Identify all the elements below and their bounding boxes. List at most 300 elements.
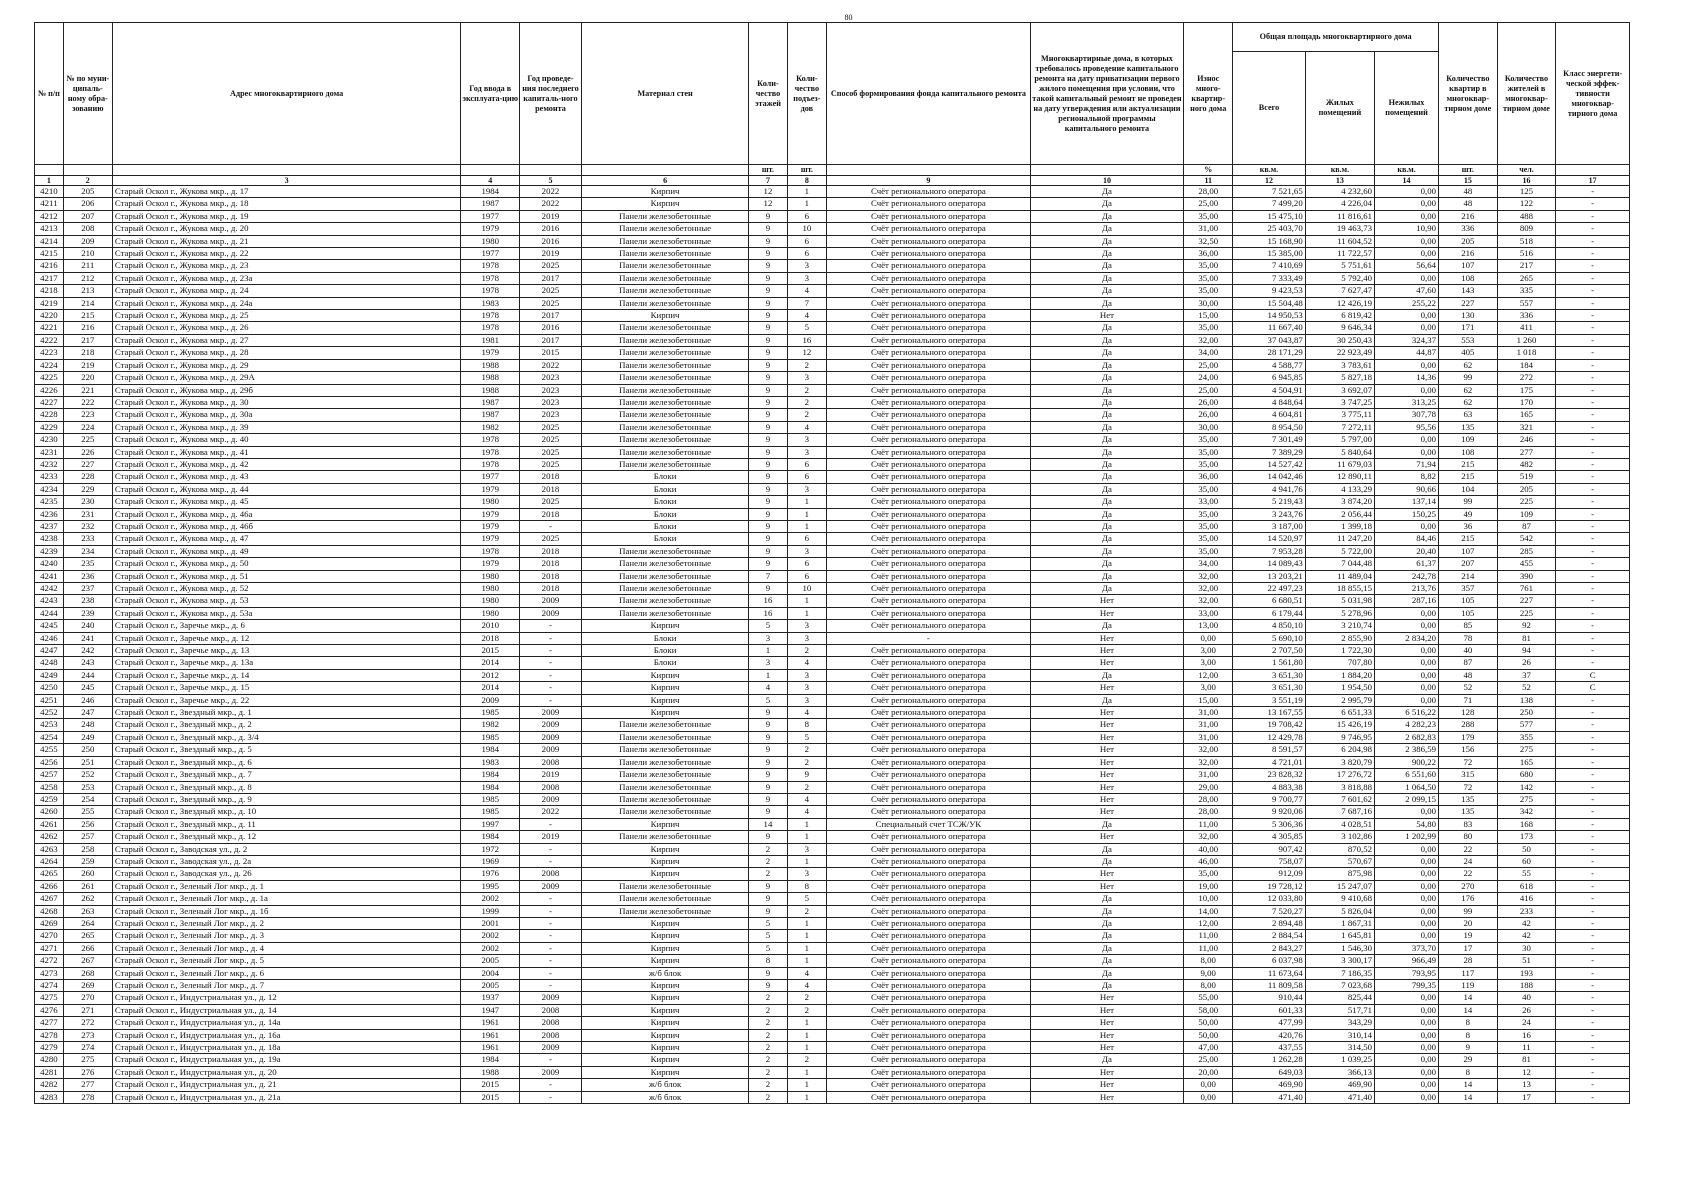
- table-row: [35, 980, 1630, 992]
- cell-floors: 9: [749, 458, 787, 470]
- cell-area-nonliving: 0,00: [1375, 620, 1439, 632]
- cell-residents: 87: [1497, 520, 1556, 532]
- cell-energy-class: -: [1556, 272, 1630, 284]
- cell-address: Старый Оскол г., Звездный мкр., д. 9: [112, 793, 461, 805]
- cell-residents: 618: [1497, 880, 1556, 892]
- table-row: [35, 781, 1630, 793]
- cell-need-repair: Нет: [1030, 682, 1184, 694]
- cell-apartments: 99: [1439, 496, 1498, 508]
- cell-need-repair: Да: [1030, 669, 1184, 681]
- cell-floors: 9: [749, 409, 787, 421]
- cell-floors: 2: [749, 868, 787, 880]
- column-number-cell: 1: [35, 175, 64, 186]
- cell-year-in: 1937: [461, 992, 520, 1004]
- cell-mun: 207: [63, 210, 112, 222]
- cell-fund: Счёт регионального оператора: [827, 285, 1031, 297]
- cell-year-in: 2004: [461, 967, 520, 979]
- cell-need-repair: Да: [1030, 955, 1184, 967]
- cell-fund: Счёт регионального оператора: [827, 372, 1031, 384]
- cell-address: Старый Оскол г., Индустриальная ул., д. 20: [112, 1066, 461, 1078]
- cell-n: 4259: [35, 793, 64, 805]
- table-row: [35, 942, 1630, 954]
- cell-walls: Панели железобетонные: [581, 781, 748, 793]
- cell-fund: Счёт регионального оператора: [827, 930, 1031, 942]
- cell-area-living: 517,71: [1305, 1004, 1374, 1016]
- cell-area-total: 3 551,19: [1233, 694, 1305, 706]
- cell-apartments: 72: [1439, 756, 1498, 768]
- cell-entrances: 3: [787, 632, 826, 644]
- cell-walls: Кирпич: [581, 694, 748, 706]
- cell-area-total: 6 179,44: [1233, 607, 1305, 619]
- cell-apartments: 104: [1439, 483, 1498, 495]
- cell-apartments: 156: [1439, 744, 1498, 756]
- cell-floors: 9: [749, 520, 787, 532]
- cell-entrances: 5: [787, 322, 826, 334]
- cell-need-repair: Нет: [1030, 1066, 1184, 1078]
- cell-area-total: 3 651,30: [1233, 669, 1305, 681]
- cell-year-repair: -: [520, 980, 582, 992]
- cell-need-repair: Нет: [1030, 310, 1184, 322]
- cell-area-living: 5 827,18: [1305, 372, 1374, 384]
- cell-wear: 25,00: [1184, 1054, 1233, 1066]
- cell-floors: 5: [749, 620, 787, 632]
- cell-entrances: 1: [787, 595, 826, 607]
- cell-n: 4239: [35, 545, 64, 557]
- cell-walls: Кирпич: [581, 707, 748, 719]
- table-row: [35, 694, 1630, 706]
- unit-cell: [581, 165, 748, 176]
- cell-area-total: 437,55: [1233, 1042, 1305, 1054]
- cell-need-repair: Да: [1030, 372, 1184, 384]
- cell-apartments: 99: [1439, 905, 1498, 917]
- cell-n: 4229: [35, 421, 64, 433]
- cell-year-repair: 2017: [520, 334, 582, 346]
- cell-address: Старый Оскол г., Жукова мкр., д. 18: [112, 198, 461, 210]
- table-row: [35, 198, 1630, 210]
- cell-year-in: 1982: [461, 421, 520, 433]
- cell-area-living: 1 039,25: [1305, 1054, 1374, 1066]
- cell-area-total: 9 920,06: [1233, 806, 1305, 818]
- cell-n: 4267: [35, 893, 64, 905]
- cell-n: 4246: [35, 632, 64, 644]
- cell-residents: 542: [1497, 533, 1556, 545]
- cell-walls: Кирпич: [581, 620, 748, 632]
- cell-entrances: 4: [787, 967, 826, 979]
- cell-year-in: 1995: [461, 880, 520, 892]
- cell-need-repair: Нет: [1030, 1004, 1184, 1016]
- cell-area-living: 15 247,07: [1305, 880, 1374, 892]
- cell-fund: Счёт регионального оператора: [827, 1091, 1031, 1103]
- cell-area-nonliving: 0,00: [1375, 1017, 1439, 1029]
- cell-entrances: 1: [787, 508, 826, 520]
- cell-wear: 36,00: [1184, 471, 1233, 483]
- cell-year-repair: -: [520, 843, 582, 855]
- cell-n: 4218: [35, 285, 64, 297]
- cell-energy-class: -: [1556, 421, 1630, 433]
- cell-area-total: 4 941,76: [1233, 483, 1305, 495]
- cell-entrances: 3: [787, 694, 826, 706]
- cell-apartments: 22: [1439, 843, 1498, 855]
- cell-area-nonliving: 0,00: [1375, 520, 1439, 532]
- table-row: [35, 682, 1630, 694]
- column-number-cell: 16: [1497, 175, 1556, 186]
- cell-wear: 34,00: [1184, 558, 1233, 570]
- cell-apartments: 215: [1439, 471, 1498, 483]
- cell-area-living: 3 783,61: [1305, 359, 1374, 371]
- cell-walls: Кирпич: [581, 992, 748, 1004]
- cell-entrances: 1: [787, 607, 826, 619]
- cell-residents: 335: [1497, 285, 1556, 297]
- cell-floors: 9: [749, 260, 787, 272]
- cell-apartments: 14: [1439, 1091, 1498, 1103]
- table-header: [35, 23, 1630, 186]
- cell-wear: 40,00: [1184, 843, 1233, 855]
- cell-walls: Блоки: [581, 657, 748, 669]
- cell-fund: Счёт регионального оператора: [827, 967, 1031, 979]
- cell-fund: Счёт регионального оператора: [827, 359, 1031, 371]
- cell-wear: 12,00: [1184, 917, 1233, 929]
- table-body: [35, 186, 1630, 1104]
- table-row: [35, 334, 1630, 346]
- cell-n: 4222: [35, 334, 64, 346]
- cell-area-nonliving: 84,46: [1375, 533, 1439, 545]
- unit-cell: [520, 165, 582, 176]
- cell-fund: Счёт регионального оператора: [827, 769, 1031, 781]
- cell-area-nonliving: 242,78: [1375, 570, 1439, 582]
- cell-area-living: 1 546,30: [1305, 942, 1374, 954]
- cell-mun: 252: [63, 769, 112, 781]
- cell-wear: 32,00: [1184, 831, 1233, 843]
- cell-entrances: 3: [787, 843, 826, 855]
- cell-fund: Счёт регионального оператора: [827, 347, 1031, 359]
- cell-entrances: 1: [787, 1042, 826, 1054]
- cell-area-total: 14 527,42: [1233, 458, 1305, 470]
- cell-wear: 3,00: [1184, 657, 1233, 669]
- cell-fund: Счёт регионального оператора: [827, 210, 1031, 222]
- cell-area-total: 6 037,98: [1233, 955, 1305, 967]
- cell-energy-class: -: [1556, 694, 1630, 706]
- table-row: [35, 471, 1630, 483]
- cell-n: 4261: [35, 818, 64, 830]
- cell-area-nonliving: 0,00: [1375, 855, 1439, 867]
- cell-entrances: 6: [787, 533, 826, 545]
- cell-fund: Счёт регионального оператора: [827, 1054, 1031, 1066]
- cell-n: 4275: [35, 992, 64, 1004]
- cell-walls: Блоки: [581, 520, 748, 532]
- cell-need-repair: Да: [1030, 248, 1184, 260]
- cell-fund: Счёт регионального оператора: [827, 620, 1031, 632]
- cell-energy-class: -: [1556, 793, 1630, 805]
- table-row: [35, 396, 1630, 408]
- cell-n: 4256: [35, 756, 64, 768]
- cell-residents: 26: [1497, 1004, 1556, 1016]
- table-row: [35, 607, 1630, 619]
- cell-area-total: 1 262,28: [1233, 1054, 1305, 1066]
- cell-energy-class: -: [1556, 731, 1630, 743]
- cell-area-living: 5 278,96: [1305, 607, 1374, 619]
- cell-walls: Панели железобетонные: [581, 322, 748, 334]
- cell-entrances: 3: [787, 372, 826, 384]
- cell-address: Старый Оскол г., Звездный мкр., д. 11: [112, 818, 461, 830]
- cell-address: Старый Оскол г., Зеленый Лог мкр., д. 3: [112, 930, 461, 942]
- cell-floors: 2: [749, 843, 787, 855]
- cell-year-repair: 2016: [520, 223, 582, 235]
- table-row: [35, 868, 1630, 880]
- cell-area-total: 11 809,58: [1233, 980, 1305, 992]
- cell-mun: 229: [63, 483, 112, 495]
- cell-wear: 35,00: [1184, 272, 1233, 284]
- cell-area-living: 9 410,68: [1305, 893, 1374, 905]
- header-mun: № по муни-ципаль-ному обра-зованию: [63, 23, 112, 165]
- cell-residents: 142: [1497, 781, 1556, 793]
- cell-year-in: 2002: [461, 942, 520, 954]
- cell-residents: 225: [1497, 496, 1556, 508]
- cell-wear: 32,00: [1184, 570, 1233, 582]
- cell-walls: Блоки: [581, 645, 748, 657]
- cell-area-total: 3 187,00: [1233, 520, 1305, 532]
- cell-wear: 35,00: [1184, 210, 1233, 222]
- cell-area-total: 912,09: [1233, 868, 1305, 880]
- cell-n: 4252: [35, 707, 64, 719]
- cell-year-repair: 2008: [520, 1004, 582, 1016]
- cell-walls: Панели железобетонные: [581, 434, 748, 446]
- cell-n: 4227: [35, 396, 64, 408]
- cell-mun: 268: [63, 967, 112, 979]
- cell-floors: 9: [749, 235, 787, 247]
- cell-apartments: 8: [1439, 1017, 1498, 1029]
- cell-area-living: 7 186,35: [1305, 967, 1374, 979]
- cell-apartments: 22: [1439, 868, 1498, 880]
- cell-address: Старый Оскол г., Заречье мкр., д. 13: [112, 645, 461, 657]
- table-row: [35, 223, 1630, 235]
- cell-floors: 9: [749, 297, 787, 309]
- cell-year-repair: -: [520, 905, 582, 917]
- cell-entrances: 5: [787, 731, 826, 743]
- cell-need-repair: Да: [1030, 347, 1184, 359]
- cell-area-total: 910,44: [1233, 992, 1305, 1004]
- cell-wear: 50,00: [1184, 1029, 1233, 1041]
- cell-mun: 251: [63, 756, 112, 768]
- cell-n: 4232: [35, 458, 64, 470]
- cell-walls: Кирпич: [581, 682, 748, 694]
- cell-need-repair: Нет: [1030, 781, 1184, 793]
- cell-mun: 270: [63, 992, 112, 1004]
- cell-apartments: 216: [1439, 248, 1498, 260]
- cell-fund: Счёт регионального оператора: [827, 707, 1031, 719]
- column-number-cell: 9: [827, 175, 1031, 186]
- cell-walls: Панели железобетонные: [581, 272, 748, 284]
- cell-area-nonliving: 0,00: [1375, 868, 1439, 880]
- cell-area-total: 3 243,76: [1233, 508, 1305, 520]
- cell-mun: 271: [63, 1004, 112, 1016]
- cell-year-in: 1981: [461, 334, 520, 346]
- cell-residents: 170: [1497, 396, 1556, 408]
- cell-area-nonliving: 2 682,83: [1375, 731, 1439, 743]
- cell-address: Старый Оскол г., Жукова мкр., д. 41: [112, 446, 461, 458]
- cell-entrances: 1: [787, 942, 826, 954]
- cell-year-repair: 2009: [520, 707, 582, 719]
- cell-walls: Кирпич: [581, 1066, 748, 1078]
- cell-n: 4214: [35, 235, 64, 247]
- cell-energy-class: -: [1556, 868, 1630, 880]
- cell-area-living: 7 687,16: [1305, 806, 1374, 818]
- cell-area-total: 15 475,10: [1233, 210, 1305, 222]
- cell-area-nonliving: 90,66: [1375, 483, 1439, 495]
- table-row: [35, 285, 1630, 297]
- cell-residents: 680: [1497, 769, 1556, 781]
- cell-walls: Блоки: [581, 533, 748, 545]
- cell-year-in: 1984: [461, 831, 520, 843]
- cell-walls: Панели железобетонные: [581, 731, 748, 743]
- cell-area-nonliving: 313,25: [1375, 396, 1439, 408]
- cell-fund: Счёт регионального оператора: [827, 533, 1031, 545]
- cell-apartments: 215: [1439, 533, 1498, 545]
- cell-walls: Панели железобетонные: [581, 595, 748, 607]
- cell-apartments: 71: [1439, 694, 1498, 706]
- cell-energy-class: -: [1556, 756, 1630, 768]
- cell-floors: 9: [749, 893, 787, 905]
- cell-address: Старый Оскол г., Жукова мкр., д. 53: [112, 595, 461, 607]
- cell-address: Старый Оскол г., Жукова мкр., д. 43: [112, 471, 461, 483]
- cell-apartments: 135: [1439, 421, 1498, 433]
- cell-area-total: 6 945,85: [1233, 372, 1305, 384]
- header-need-repair: Многоквартирные дома, в которых требовалось проведение капитального ремонта на дату приватизации первого жилого помещения при условии, что такой капитальный ремонт не проведен на дату утверждения или актуализации региональной программы капитального ремонта: [1030, 23, 1184, 165]
- column-number-cell: 14: [1375, 175, 1439, 186]
- cell-year-repair: 2023: [520, 372, 582, 384]
- cell-walls: Панели железобетонные: [581, 396, 748, 408]
- cell-year-repair: -: [520, 967, 582, 979]
- header-wear: Износ много-квартир-ного дома: [1184, 23, 1233, 165]
- cell-need-repair: Да: [1030, 198, 1184, 210]
- cell-mun: 266: [63, 942, 112, 954]
- cell-residents: 175: [1497, 384, 1556, 396]
- cell-wear: 28,00: [1184, 793, 1233, 805]
- cell-n: 4213: [35, 223, 64, 235]
- table-row: [35, 707, 1630, 719]
- table-row: [35, 533, 1630, 545]
- cell-mun: 217: [63, 334, 112, 346]
- cell-walls: Панели железобетонные: [581, 297, 748, 309]
- table-row: [35, 880, 1630, 892]
- table-row: [35, 1042, 1630, 1054]
- cell-floors: 3: [749, 632, 787, 644]
- cell-address: Старый Оскол г., Индустриальная ул., д. 14а: [112, 1017, 461, 1029]
- cell-wear: 3,00: [1184, 645, 1233, 657]
- cell-apartments: 62: [1439, 359, 1498, 371]
- cell-need-repair: Да: [1030, 471, 1184, 483]
- cell-area-nonliving: 0,00: [1375, 235, 1439, 247]
- cell-year-repair: 2025: [520, 446, 582, 458]
- cell-walls: Блоки: [581, 508, 748, 520]
- cell-apartments: 357: [1439, 583, 1498, 595]
- cell-need-repair: Да: [1030, 694, 1184, 706]
- cell-entrances: 2: [787, 905, 826, 917]
- cell-wear: 30,00: [1184, 297, 1233, 309]
- cell-need-repair: Нет: [1030, 657, 1184, 669]
- cell-fund: Счёт регионального оператора: [827, 421, 1031, 433]
- cell-residents: 92: [1497, 620, 1556, 632]
- cell-year-in: 1999: [461, 905, 520, 917]
- cell-walls: Кирпич: [581, 198, 748, 210]
- cell-year-repair: 2008: [520, 756, 582, 768]
- cell-floors: 9: [749, 719, 787, 731]
- cell-area-nonliving: 0,00: [1375, 1004, 1439, 1016]
- cell-wear: 11,00: [1184, 818, 1233, 830]
- cell-residents: 1 018: [1497, 347, 1556, 359]
- cell-need-repair: Нет: [1030, 744, 1184, 756]
- page-number: 80: [844, 13, 853, 22]
- cell-area-nonliving: 0,00: [1375, 992, 1439, 1004]
- header-energy-class: Класс энергети-ческой эффек-тивности многоквар-тирного дома: [1556, 23, 1630, 165]
- cell-area-nonliving: 95,56: [1375, 421, 1439, 433]
- cell-entrances: 1: [787, 1029, 826, 1041]
- cell-wear: 11,00: [1184, 930, 1233, 942]
- cell-walls: Панели железобетонные: [581, 905, 748, 917]
- unit-cell: кв.м.: [1375, 165, 1439, 176]
- cell-wear: 26,00: [1184, 409, 1233, 421]
- cell-year-repair: 2009: [520, 880, 582, 892]
- cell-year-in: 1987: [461, 409, 520, 421]
- cell-entrances: 4: [787, 657, 826, 669]
- cell-n: 4225: [35, 372, 64, 384]
- cell-address: Старый Оскол г., Жукова мкр., д. 23а: [112, 272, 461, 284]
- cell-area-living: 707,80: [1305, 657, 1374, 669]
- cell-address: Старый Оскол г., Заречье мкр., д. 13а: [112, 657, 461, 669]
- cell-mun: 272: [63, 1017, 112, 1029]
- cell-fund: Счёт регионального оператора: [827, 458, 1031, 470]
- cell-floors: 2: [749, 1029, 787, 1041]
- cell-area-living: 12 890,11: [1305, 471, 1374, 483]
- cell-apartments: 48: [1439, 186, 1498, 198]
- cell-mun: 246: [63, 694, 112, 706]
- cell-fund: Счёт регионального оператора: [827, 496, 1031, 508]
- cell-year-repair: 2022: [520, 806, 582, 818]
- cell-fund: Счёт регионального оператора: [827, 396, 1031, 408]
- cell-year-in: 1982: [461, 719, 520, 731]
- cell-year-repair: 2018: [520, 545, 582, 557]
- cell-wear: 32,00: [1184, 756, 1233, 768]
- cell-year-repair: 2016: [520, 235, 582, 247]
- cell-apartments: 48: [1439, 198, 1498, 210]
- cell-address: Старый Оскол г., Зеленый Лог мкр., д. 1а: [112, 893, 461, 905]
- cell-residents: 416: [1497, 893, 1556, 905]
- cell-area-living: 4 226,04: [1305, 198, 1374, 210]
- cell-area-nonliving: 0,00: [1375, 1042, 1439, 1054]
- cell-mun: 224: [63, 421, 112, 433]
- cell-residents: 55: [1497, 868, 1556, 880]
- cell-entrances: 10: [787, 583, 826, 595]
- cell-year-repair: 2009: [520, 744, 582, 756]
- cell-mun: 231: [63, 508, 112, 520]
- cell-area-living: 5 792,40: [1305, 272, 1374, 284]
- unit-cell: кв.м.: [1305, 165, 1374, 176]
- table-row: [35, 520, 1630, 532]
- cell-address: Старый Оскол г., Звездный мкр., д. 1: [112, 707, 461, 719]
- cell-entrances: 5: [787, 893, 826, 905]
- cell-wear: 19,00: [1184, 880, 1233, 892]
- cell-residents: 51: [1497, 955, 1556, 967]
- cell-year-repair: 2008: [520, 781, 582, 793]
- cell-mun: 232: [63, 520, 112, 532]
- table-row: [35, 1054, 1630, 1066]
- cell-floors: 9: [749, 756, 787, 768]
- cell-entrances: 2: [787, 756, 826, 768]
- cell-need-repair: Да: [1030, 446, 1184, 458]
- table-row: [35, 210, 1630, 222]
- cell-n: 4280: [35, 1054, 64, 1066]
- cell-fund: Счёт регионального оператора: [827, 669, 1031, 681]
- cell-address: Старый Оскол г., Звездный мкр., д. 7: [112, 769, 461, 781]
